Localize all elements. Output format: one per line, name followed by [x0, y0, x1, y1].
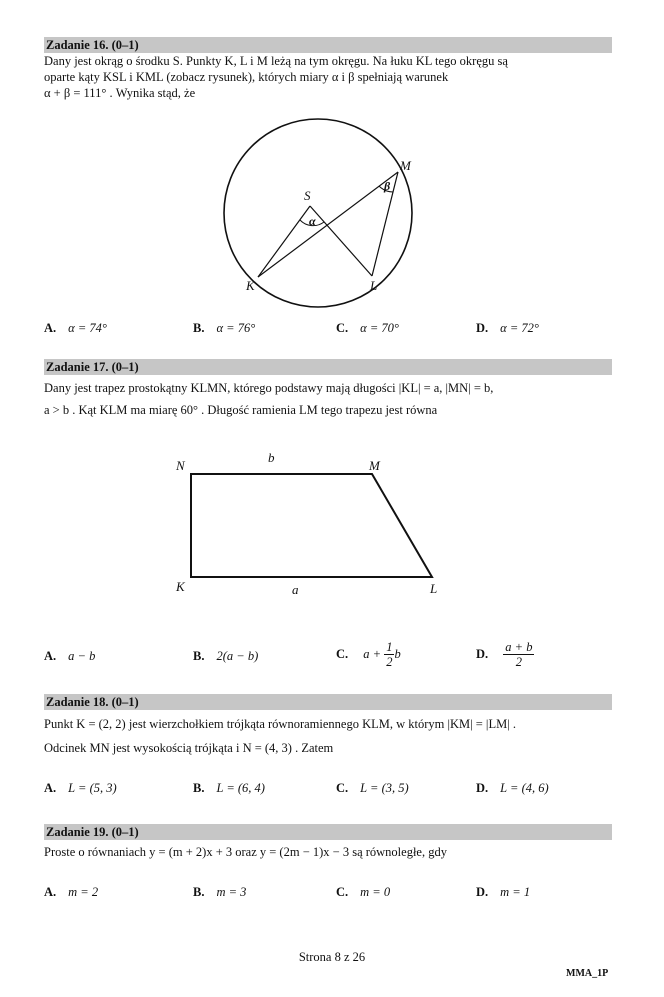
task-19-answer-d[interactable]: D. m = 1 [476, 885, 531, 899]
task-18-line-2: Odcinek MN jest wysokością trójkąta i N = (4, 3) . Zatem [44, 741, 334, 755]
task-18-text [44, 712, 612, 760]
task-17-line-1: Dany jest trapez prostokątny KLMN, którego podstawy mają długości |KL| = a, |MN| = b, [44, 381, 494, 395]
label-M: M [400, 158, 411, 173]
task-16-line-3: α + β = 111° . Wynika stąd, że [44, 86, 196, 100]
task-17-answer-a[interactable]: A. a − b [44, 649, 96, 663]
task-17-answer-b[interactable]: B. 2(a − b) [193, 649, 259, 663]
label-L: L [430, 581, 438, 596]
label-K: K [246, 278, 255, 293]
task-19-text [44, 843, 612, 861]
label-a: a [292, 582, 299, 597]
task-16-answer-c[interactable]: C. α = 70° [336, 321, 399, 335]
task-17-answer-c[interactable]: C. a + $\frac{1}{2}$ b [336, 640, 401, 669]
task-19-answer-c[interactable]: C. m = 0 [336, 885, 391, 899]
exam-code: MMA_1P [566, 968, 609, 979]
task-18-answer-d[interactable]: D. L = (4, 6) [476, 781, 549, 795]
label-M: M [369, 458, 380, 473]
task-17-header: Zadanie 17. (0–1) [44, 359, 612, 375]
label-beta: β [384, 179, 391, 193]
label-b: b [268, 450, 275, 465]
task-18-line-1: Punkt K = (2, 2) jest wierzchołkiem trójkąta równoramiennego KLM, w którym |KM| = |LM| . [44, 717, 516, 731]
task-16-answer-d[interactable]: D. α = 72° [476, 321, 539, 335]
task-18-answer-a[interactable]: A. L = (5, 3) [44, 781, 117, 795]
label-N: N [176, 458, 185, 473]
task-18-header: Zadanie 18. (0–1) [44, 694, 612, 710]
task-19-header: Zadanie 19. (0–1) [44, 824, 612, 840]
fraction-one-half: $\frac{1}{2}$ [386, 640, 393, 669]
task-19-answer-a[interactable]: A. m = 2 [44, 885, 99, 899]
task-19-answer-b[interactable]: B. m = 3 [193, 885, 247, 899]
label-S: S [304, 188, 311, 203]
task-16-answer-b[interactable]: B. α = 76° [193, 321, 256, 335]
label-alpha: α [309, 214, 316, 228]
page-number: Strona 8 z 26 [298, 950, 366, 964]
task-18-answer-b[interactable]: B. L = (6, 4) [193, 781, 265, 795]
task-16-header: Zadanie 16. (0–1) [44, 37, 612, 53]
task-16-line-2: oparte kąty KSL i KML (zobacz rysunek), których miary α i β spełniają warunek [44, 70, 449, 84]
label-K: K [176, 579, 185, 594]
trapezoid [191, 474, 432, 577]
task-17-answer-d[interactable]: D. $\frac{a + b}{2}$ [476, 640, 533, 669]
label-L: L [370, 278, 378, 293]
fraction-a-plus-b-over-2: $\frac{a + b}{2}$ [505, 640, 533, 669]
task-16-line-1: Dany jest okrąg o środku S. Punkty K, L i M leżą na tym okręgu. Na łuku KL tego okręgu są [44, 54, 508, 68]
task-18-answer-c[interactable]: C. L = (3, 5) [336, 781, 409, 795]
task-19-line-1: Proste o równaniach y = (m + 2)x + 3 oraz y = (2m − 1)x − 3 są równoległe, gdy [44, 845, 447, 859]
task-16-answer-a[interactable]: A. α = 74° [44, 321, 107, 335]
task-17-line-2: a > b . Kąt KLM ma miarę 60° . Długość ramienia LM tego trapezu jest równa [44, 403, 438, 417]
